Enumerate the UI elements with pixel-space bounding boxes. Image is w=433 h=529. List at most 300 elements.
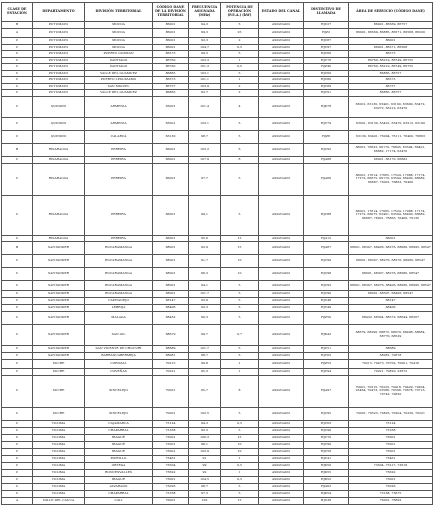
cell-departamento: RISARALDA [33,195,85,235]
table-row [2,448,433,455]
cell-estado: ASIGNADO [259,324,304,345]
table-row [2,407,433,420]
cell-division: IBAGUÉ [85,441,153,448]
cell-departamento: RISARALDA [33,235,85,242]
cell-estado: ASIGNADO [259,420,304,427]
cell-estado: ASIGNADO [259,462,304,469]
cell-departamento: RISARALDA [33,143,85,156]
cell-departamento: RISARALDA [33,163,85,195]
cell-potencia: 1 [221,469,259,476]
cell-area: 73001 [349,434,433,441]
cell-departamento: SANTANDER [33,304,85,311]
cell-departamento: SUCRE [33,359,85,368]
cell-estado: ASIGNADO [259,117,304,130]
cell-departamento: VALLE DEL CAUCA [33,497,85,504]
cell-departamento: PUTUMAYO [33,70,85,77]
cell-potencia: 1 [221,57,259,64]
cell-division: MURILLO [85,455,153,462]
cell-estado: ASIGNADO [259,163,304,195]
table-row [2,130,433,143]
cell-departamento: SANTANDER [33,324,85,345]
cell-division: MOCOA [85,22,153,29]
cell-area: 86760, 86219, 86749, 86755 [349,64,433,71]
cell-area: 86001, 86569, 86757 [349,22,433,29]
cell-frecuencia: 99,3 [189,51,221,58]
cell-distintivo: HJC92 [304,143,349,156]
cell-codigo: 86760 [153,64,189,71]
cell-clase: C [2,290,33,297]
cell-division: SANTIAGO [85,57,153,64]
cell-potencia: 5 [221,407,259,420]
cell-division: CAPITANEJO [85,297,153,304]
cell-codigo: 68406 [153,304,189,311]
cell-codigo: 68001 [153,290,189,297]
cell-distintivo: HJK42 [304,324,349,345]
header-estado: ESTADO DEL CANAL [259,3,304,22]
cell-distintivo: HJA87 [304,242,349,255]
cell-area: 73461 [349,455,433,462]
cell-codigo: 63001 [153,96,189,117]
cell-codigo: 68001 [153,281,189,291]
table-row [2,255,433,268]
cell-departamento: TOLIMA [33,469,85,476]
cell-clase: C [2,83,33,90]
cell-clase: C [2,427,33,434]
cell-area: 66001, 76622, 66170, 76845, 63594, 66401, 66682, 17174, 63470 [349,143,433,156]
cell-area: 68081, 70678 [349,352,433,359]
cell-potencia: 0,5 [221,420,259,427]
cell-clase: B [2,242,33,255]
cell-estado: ASIGNADO [259,235,304,242]
table-row [2,117,433,130]
cell-potencia: 15 [221,242,259,255]
cell-clase: C [2,490,33,497]
cell-division: PUERTO LEGUÍZAMO [85,77,153,84]
cell-codigo: 66001 [153,156,189,163]
cell-frecuencia: 99,1 [189,195,221,235]
cell-potencia: 5 [221,483,259,490]
table-row [2,497,433,504]
cell-clase: C [2,455,33,462]
cell-clase: C [2,359,33,368]
cell-clase: C [2,281,33,291]
cell-distintivo: HJA97 [304,375,349,407]
cell-area: 63001, 63130, 63401, 63470, 63212, 63190 [349,117,433,130]
cell-distintivo: HJC98 [304,268,349,281]
cell-potencia: 5 [221,490,259,497]
table-row [2,490,433,497]
cell-frecuencia: 92,3 [189,38,221,45]
cell-distintivo: HJC96 [304,427,349,434]
cell-codigo: 73026 [153,483,189,490]
cell-estado: ASIGNADO [259,44,304,51]
cell-area: 68001, 68307, 68276, 68406, 68080, 68995, 68547 [349,281,433,291]
cell-division: BUCARAMANGA [85,281,153,291]
cell-potencia: 6 [221,143,259,156]
cell-clase: C [2,64,33,71]
cell-departamento: SANTANDER [33,281,85,291]
table-row [2,143,433,156]
cell-departamento: SUCRE [33,407,85,420]
cell-frecuencia: 91 [189,455,221,462]
cell-potencia: 0,5 [221,462,259,469]
cell-distintivo: HJU38 [304,497,349,504]
cell-frecuencia: 99,7 [189,324,221,345]
cell-clase: C [2,297,33,304]
cell-division: SINCELEJO [85,375,153,407]
table-row [2,28,433,38]
cell-potencia: 1 [221,368,259,375]
cell-frecuencia: 103,3 [189,57,221,64]
cell-departamento: PUTUMAYO [33,57,85,64]
cell-distintivo: HJZ8 [304,130,349,143]
cell-division: CHAPARRAL [85,490,153,497]
cell-division: BUCARAMANGA [85,242,153,255]
cell-potencia: 2 [221,90,259,97]
cell-estado: ASIGNADO [259,407,304,420]
cell-frecuencia: 96,3 [189,268,221,281]
cell-frecuencia: 101,1 [189,77,221,84]
cell-area: 86573 [349,51,433,58]
cell-clase: C [2,130,33,143]
cell-area: 86865, 86757 [349,70,433,77]
cell-division: SAN VICENTE DE CHUCURÍ [85,345,153,352]
cell-division: CALI [85,497,153,504]
cell-frecuencia: 103,2 [189,143,221,156]
cell-frecuencia: 100,3 [189,434,221,441]
cell-distintivo: HJK55 [304,469,349,476]
table-row [2,163,433,195]
cell-clase: C [2,38,33,45]
table-row [2,345,433,352]
cell-potencia: 15 [221,434,259,441]
cell-potencia: 5 [221,163,259,195]
cell-area: 86865, 86757 [349,90,433,97]
cell-codigo: 86573 [153,51,189,58]
cell-clase: C [2,345,33,352]
cell-frecuencia: 93,9 [189,297,221,304]
cell-departamento: PUTUMAYO [33,77,85,84]
cell-area: 68001, 68307, 68276, 68080, 68547 [349,268,433,281]
cell-potencia: 5 [221,427,259,434]
cell-division: BUCARAMANGA [85,268,153,281]
cell-distintivo: HJC27 [304,22,349,29]
cell-frecuencia: 101,4 [189,96,221,117]
cell-codigo: 86760 [153,57,189,64]
cell-codigo: 68679 [153,324,189,345]
cell-codigo: 66001 [153,143,189,156]
cell-frecuencia: 95,7 [189,375,221,407]
cell-clase: A [2,28,33,38]
cell-estado: ASIGNADO [259,441,304,448]
cell-codigo: 73001 [153,476,189,483]
cell-estado: ASIGNADO [259,304,304,311]
cell-clase: C [2,476,33,483]
header-potencia: POTENCIA DE OPERACIÓN (P.E.A.) (kW) [221,3,259,22]
cell-departamento: TOLIMA [33,448,85,455]
cell-distintivo: HJZ53 [304,359,349,368]
cell-potencia: 5 [221,297,259,304]
header-distintivo: DISTINTIVO DE LLAMADA [304,3,349,22]
cell-area: 66001, 17614, 17665, 17524, 17088, 17174, 17272, 66075, 66170, 63594, 66400, 66682, 66687, 76001, 76863, 76400 [349,163,433,195]
cell-departamento: TOLIMA [33,455,85,462]
cell-clase: C [2,70,33,77]
cell-codigo: 86001 [153,38,189,45]
cell-frecuencia: 107,9 [189,156,221,163]
cell-area: 63130, 63401, 76004, 76111, 76400, 76863 [349,130,433,143]
cell-codigo: 70001 [153,407,189,420]
cell-clase: C [2,77,33,84]
cell-codigo: 68001 [153,268,189,281]
cell-clase: C [2,163,33,195]
cell-frecuencia: 95,3 [189,368,221,375]
cell-area: 73001 [349,476,433,483]
cell-distintivo: HJC89 [304,83,349,90]
cell-clase: C [2,448,33,455]
cell-codigo: 73168 [153,490,189,497]
cell-clase: C [2,434,33,441]
cell-codigo: 86573 [153,77,189,84]
cell-distintivo: HJC49 [304,304,349,311]
cell-frecuencia: 99,3 [189,28,221,38]
cell-distintivo: HJC97 [304,44,349,51]
cell-frecuencia: 98,7 [189,352,221,359]
cell-potencia: 1 [221,455,259,462]
cell-distintivo: HJC66 [304,51,349,58]
cell-codigo: 73168 [153,427,189,434]
cell-area: 70215, 70473, 70702, 70001, 70418 [349,359,433,368]
cell-frecuencia: 91,7 [189,255,221,268]
cell-departamento: SUCRE [33,368,85,375]
cell-departamento: SANTANDER [33,242,85,255]
cell-codigo: 70221 [153,368,189,375]
table-row [2,268,433,281]
cell-frecuencia: 103,1 [189,117,221,130]
cell-area: 68406 [349,304,433,311]
cell-frecuencia: 97,3 [189,490,221,497]
cell-distintivo: HJC95 [304,407,349,420]
cell-distintivo: HJC88 [304,195,349,235]
cell-codigo: 76001 [153,497,189,504]
cell-estado: ASIGNADO [259,290,304,297]
cell-division: IBAGUÉ [85,434,153,441]
cell-clase: C [2,311,33,324]
cell-distintivo: HJK52 [304,476,349,483]
cell-distintivo: HJC41 [304,455,349,462]
cell-division: SANTIAGO [85,64,153,71]
cell-division: BUCARAMANGA [85,290,153,297]
cell-division: SINCELEJO [85,407,153,420]
cell-clase: C [2,375,33,407]
cell-estado: ASIGNADO [259,64,304,71]
cell-distintivo: HJK54 [304,490,349,497]
cell-codigo: 66001 [153,195,189,235]
cell-departamento: PUTUMAYO [33,44,85,51]
cell-division: SAN GIL [85,324,153,345]
cell-distintivo: HJA88 [304,156,349,163]
cell-frecuencia: 104,7 [189,44,221,51]
cell-codigo: 86865 [153,70,189,77]
cell-estado: ASIGNADO [259,70,304,77]
cell-area: 66001, 66170, 66682 [349,156,433,163]
cell-distintivo: HJC99 [304,255,349,268]
cell-distintivo: HJC79 [304,117,349,130]
cell-departamento: PUTUMAYO [33,83,85,90]
cell-frecuencia: 94,3 [189,22,221,29]
cell-division: PEREIRA [85,163,153,195]
cell-area: 73168, 73675 [349,490,433,497]
cell-codigo: 73461 [153,455,189,462]
table-row [2,311,433,324]
cell-potencia: 2 [221,83,259,90]
cell-potencia: 4 [221,96,259,117]
cell-departamento: TOLIMA [33,462,85,469]
cell-distintivo: HJC63 [304,420,349,427]
cell-frecuencia: 94,3 [189,420,221,427]
cell-estado: ASIGNADO [259,469,304,476]
cell-departamento: PUTUMAYO [33,51,85,58]
cell-area: 68001, 68307, 68276, 68276, 68080, 68547 [349,255,433,268]
cell-clase: C [2,352,33,359]
table-row [2,156,433,163]
cell-frecuencia: 98,1 [189,441,221,448]
cell-distintivo: HJZ2 [304,28,349,38]
cell-estado: ASIGNADO [259,195,304,235]
cell-clase: C [2,195,33,235]
cell-division: BUCARAMANGA [85,255,153,268]
cell-codigo: 66001 [153,235,189,242]
cell-codigo: 86001 [153,22,189,29]
cell-potencia: 5 [221,352,259,359]
table-row [2,375,433,407]
cell-distintivo: HJA15 [304,235,349,242]
cell-departamento: QUINDÍO [33,130,85,143]
cell-estado: ASIGNADO [259,51,304,58]
cell-area: 66001 [349,235,433,242]
cell-departamento: SANTANDER [33,352,85,359]
header-codigo-dane: CÓDIGO DANE DE LA DIVISIÓN TERRITORIAL [153,3,189,22]
cell-division: CAJAMARCA [85,420,153,427]
cell-distintivo: HJC94 [304,368,349,375]
cell-division: PEREIRA [85,143,153,156]
table-row [2,469,433,476]
header-area-servicio: ÁREA DE SERVICIO (CÓDIGO DANE) [349,3,433,22]
cell-frecuencia: 104,5 [189,476,221,483]
cell-estado: ASIGNADO [259,130,304,143]
cell-area: 68001, 68307, 68406, 68547 [349,290,433,297]
cell-estado: ASIGNADO [259,143,304,156]
cell-estado: ASIGNADO [259,368,304,375]
cell-departamento: PUTUMAYO [33,64,85,71]
cell-distintivo: HJK78 [304,96,349,117]
cell-clase: C [2,441,33,448]
cell-clase: C [2,483,33,490]
cell-clase: B [2,143,33,156]
table-body [2,22,433,505]
cell-departamento: TOLIMA [33,483,85,490]
cell-frecuencia: 102,9 [189,448,221,455]
cell-division: COROZAL [85,359,153,368]
cell-potencia: 5 [221,70,259,77]
cell-potencia: 0,5 [221,64,259,71]
cell-codigo: 86865 [153,90,189,97]
cell-estado: ASIGNADO [259,427,304,434]
cell-estado: ASIGNADO [259,255,304,268]
cell-potencia: 25 [221,28,259,38]
cell-frecuencia: 103,1 [189,70,221,77]
cell-clase: C [2,44,33,51]
cell-estado: ASIGNADO [259,352,304,359]
cell-division: BARRANCABERMEJA [85,352,153,359]
cell-codigo: 86001 [153,28,189,38]
table-row [2,455,433,462]
cell-clase: C [2,255,33,268]
cell-frecuencia: 101,3 [189,64,221,71]
cell-potencia: 5 [221,311,259,324]
cell-estado: ASIGNADO [259,297,304,304]
cell-codigo: 68432 [153,311,189,324]
cell-clase: C [2,469,33,476]
cell-division: IBAGUÉ [85,448,153,455]
cell-distintivo: HJC90 [304,441,349,448]
cell-codigo: 70215 [153,359,189,368]
cell-frecuencia: 93,7 [189,90,221,97]
cell-departamento: TOLIMA [33,476,85,483]
cell-potencia: 1 [221,359,259,368]
header-clase: CLASE DE ESTACIÓN [2,3,33,22]
cell-division: RONCESVALLES [85,469,153,476]
cell-codigo: 70001 [153,375,189,407]
cell-codigo: 68001 [153,242,189,255]
cell-area: 66001, 17614, 17665, 17524, 17088, 17174, 17272, 66075, 63401, 63594, 66400, 66682, 66687, 76001, 76863, 76400, 76130 [349,195,433,235]
cell-distintivo: HJC69 [304,70,349,77]
cell-codigo: 68081 [153,352,189,359]
header-division: DIVISIÓN TERRITORIAL [85,3,153,22]
cell-potencia: 5 [221,345,259,352]
cell-clase: C [2,304,33,311]
cell-area: 86001, 86569, 86885, 86571, 86568, 86320 [349,28,433,38]
cell-division: SAN MIGUEL [85,83,153,90]
cell-estado: ASIGNADO [259,281,304,291]
cell-estado: ASIGNADO [259,345,304,352]
table-row [2,281,433,291]
cell-departamento: TOLIMA [33,427,85,434]
cell-potencia: 5 [221,195,259,235]
cell-frecuencia: 97,7 [189,163,221,195]
cell-distintivo: HJA66 [304,163,349,195]
cell-area: 73026 [349,483,433,490]
cell-potencia: 5 [221,22,259,29]
cell-frecuencia: 99,8 [189,359,221,368]
cell-potencia: 10 [221,448,259,455]
cell-frecuencia: 101,7 [189,345,221,352]
cell-potencia: 10 [221,268,259,281]
cell-estado: ASIGNADO [259,434,304,441]
cell-division: ARMENIA [85,96,153,117]
cell-potencia: 5 [221,281,259,291]
cell-division: PEREIRA [85,156,153,163]
cell-area: 68001, 68307, 68406, 68276, 68080, 68995, 68547 [349,242,433,255]
cell-frecuencia: 99 [189,462,221,469]
cell-estado: ASIGNADO [259,375,304,407]
cell-potencia: 8 [221,375,259,407]
cell-potencia: 1 [221,77,259,84]
cell-distintivo: HJZ46 [304,64,349,71]
table-row [2,427,433,434]
cell-departamento: PUTUMAYO [33,28,85,38]
cell-departamento: SANTANDER [33,290,85,297]
cell-frecuencia: 92,3 [189,304,221,311]
